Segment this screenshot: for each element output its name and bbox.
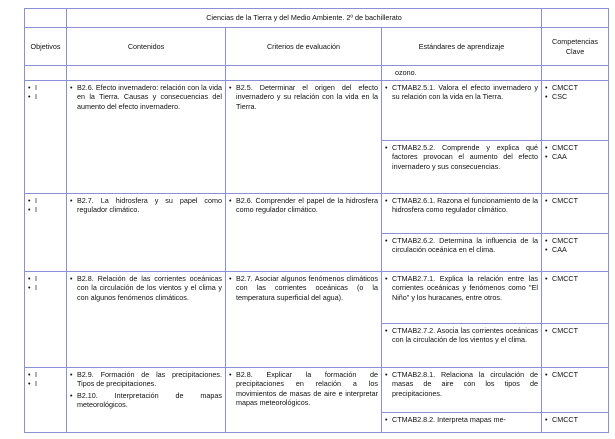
corner-cell [25,9,67,28]
table-title: Ciencias de la Tierra y del Medio Ambiente. 2º de bachillerato [67,9,542,28]
estandar-cell: • CTMAB2.6.1. Razona el funcionamiento de la hidrosfera como regulador climático. [382,194,542,234]
criterio-cell: • B2.7. Asociar algunos fenómenos climáticos con las corrientes oceánicas (o la temperatura superficial del agua). [226,272,382,368]
header-criterios: Criterios de evaluación [226,28,382,66]
objetivos-cell: • I • I [25,194,67,272]
header-competencias: Competencias Clave [542,28,609,66]
estandar-cell: • CTMAB2.5.1. Valora el efecto invernadero y su relación con la vida en la Tierra. [382,81,542,141]
objetivos-cell: • I • I [25,368,67,433]
criterio-cell: • B2.5. Determinar el origen del efecto invernadero y su relación con la vida en la Tierra. [226,81,382,194]
objetivos-cell: • I • I [25,81,67,194]
continued-fragment: ozono. [382,66,542,81]
estandar-cell: • CTMAB2.6.2. Determina la influencia de la circulación oceánica en el clima. [382,234,542,272]
competencias-cell: • CMCCT [542,413,609,433]
estandar-cell: • CTMAB2.8.1. Relaciona la circulación de masas de aire con los tipos de precipitaciones. [382,368,542,413]
objetivos-cell: • I • I [25,272,67,368]
curriculum-table [24,8,609,433]
competencias-cell: • CMCCT [542,272,609,324]
estandar-cell: • CTMAB2.5.2. Comprende y explica qué factores provocan el aumento del efecto invernadero y sus consecuencias. [382,141,542,194]
competencias-cell: • CMCCT • CAA [542,141,609,194]
competencias-cell: • CMCCT • CAA [542,234,609,272]
criterio-cell: • B2.8. Explicar la formación de precipitaciones en relación a los movimientos de masas de aire e interpretar mapas meteorológicos. [226,368,382,433]
contenidos-cell: • B2.6. Efecto invernadero: relación con la vida en la Tierra. Causas y consecuencias del aumento del efecto invernadero. [67,81,226,194]
competencias-cell: • CMCCT [542,194,609,234]
corner-cell-right [542,9,609,28]
contenidos-cell: • B2.9. Formación de las precipitaciones. Tipos de precipitaciones. • B2.10. Interpretación de mapas meteorológicos. [67,368,226,433]
contenidos-cell: • B2.8. Relación de las corrientes oceánicas con la circulación de los vientos y el clima y con algunos fenómenos climáticos. [67,272,226,368]
estandar-cell: • CTMAB2.7.2. Asocia las corrientes oceánicas con la circulación de los vientos y el clima. [382,324,542,368]
header-contenidos: Contenidos [67,28,226,66]
estandar-cell: • CTMAB2.8.2. Interpreta mapas me- [382,413,542,433]
competencias-cell: • CMCCT [542,324,609,368]
header-objetivos: Objetivos [25,28,67,66]
competencias-cell: • CMCCT [542,368,609,413]
contenidos-cell: • B2.7. La hidrosfera y su papel como regulador climático. [67,194,226,272]
competencias-cell: • CMCCT • CSC [542,81,609,141]
estandar-cell: • CTMAB2.7.1. Explica la relación entre las corrientes oceánicas y fenómenos como "El Niño" y los huracanes, entre otros. [382,272,542,324]
criterio-cell: • B2.6. Comprender el papel de la hidrosfera como regulador climático. [226,194,382,272]
header-estandares: Estándares de aprendizaje [382,28,542,66]
